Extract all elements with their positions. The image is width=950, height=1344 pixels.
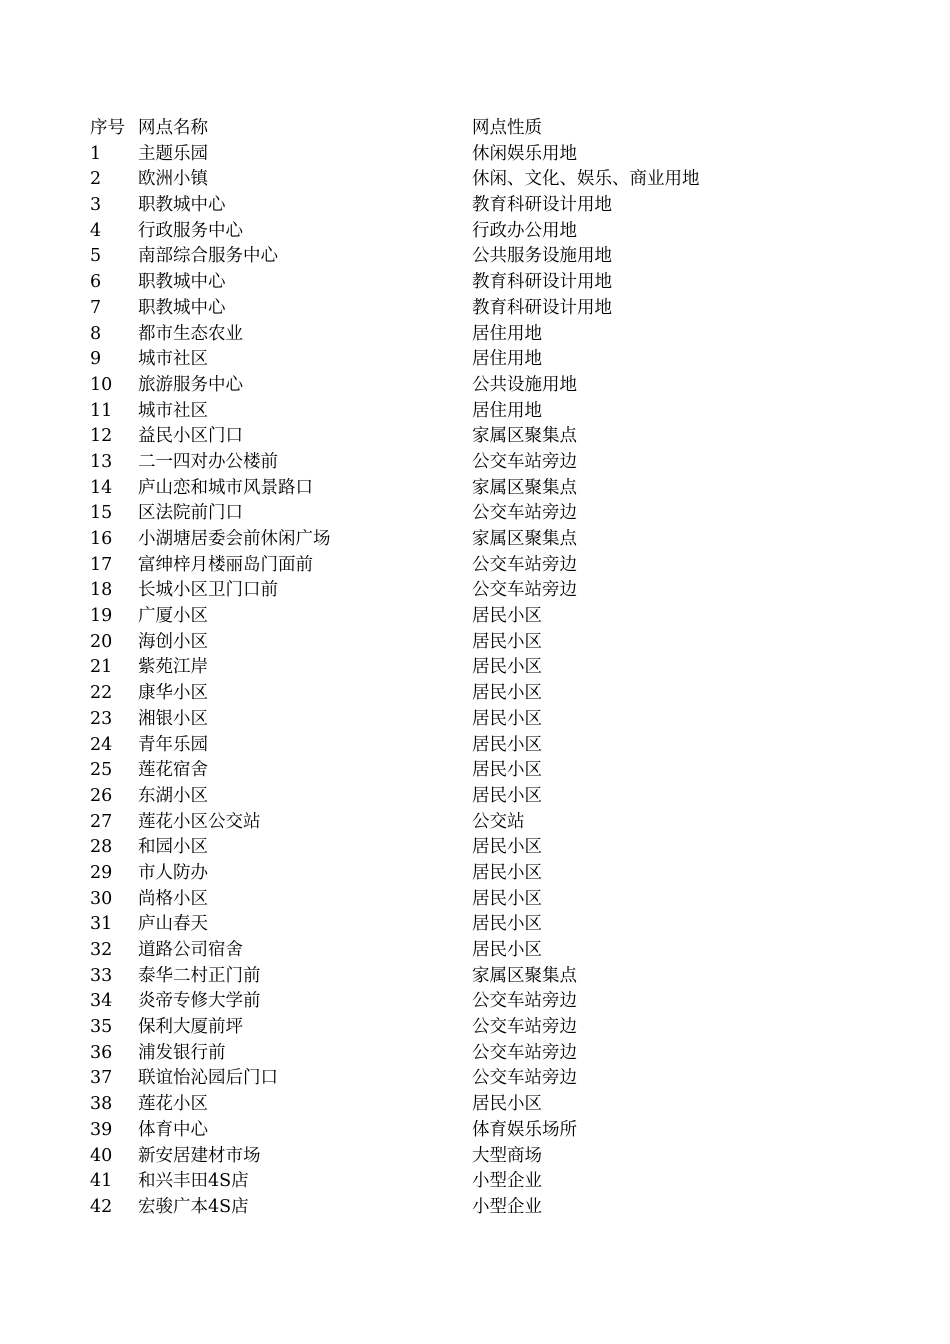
table-row <box>90 1066 870 1092</box>
cell-type: 公交车站旁边 <box>472 1068 577 1089</box>
cell-type: 公共设施用地 <box>472 374 577 395</box>
table-row <box>90 758 870 784</box>
cell-name: 城市社区 <box>138 400 208 421</box>
cell-name: 尚格小区 <box>138 888 208 909</box>
table-row <box>90 989 870 1015</box>
table-row <box>90 861 870 887</box>
cell-no: 31 <box>90 914 113 935</box>
cell-name: 和兴丰田4S店 <box>138 1171 249 1192</box>
cell-name: 庐山春天 <box>138 914 208 935</box>
cell-name: 莲花小区公交站 <box>138 811 261 832</box>
cell-name: 道路公司宿舍 <box>138 940 243 960</box>
cell-type: 公共服务设施用地 <box>472 246 612 267</box>
cell-no: 26 <box>90 785 113 806</box>
table-row <box>90 655 870 681</box>
cell-type: 居民小区 <box>472 683 542 704</box>
header-no: 序号 <box>90 118 125 138</box>
cell-no: 27 <box>90 811 113 832</box>
cell-name: 联谊怡沁园后门口 <box>138 1068 278 1089</box>
cell-type: 教育科研设计用地 <box>472 195 612 216</box>
cell-name: 东湖小区 <box>138 785 208 806</box>
cell-name: 益民小区门口 <box>138 426 243 447</box>
cell-no: 38 <box>90 1094 113 1115</box>
cell-no: 14 <box>90 477 113 498</box>
table-row <box>90 553 870 579</box>
cell-no: 9 <box>90 349 102 370</box>
cell-type: 休闲、文化、娱乐、商业用地 <box>472 169 700 190</box>
table-row <box>90 1195 870 1221</box>
cell-no: 39 <box>90 1119 113 1140</box>
table-row <box>90 604 870 630</box>
cell-name: 莲花宿舍 <box>138 760 208 781</box>
table-row <box>90 142 870 168</box>
table-row <box>90 887 870 913</box>
cell-name: 湘银小区 <box>138 708 208 729</box>
cell-name: 青年乐园 <box>138 734 208 755</box>
header-type: 网点性质 <box>472 118 542 138</box>
cell-no: 34 <box>90 991 113 1012</box>
cell-type: 家属区聚集点 <box>472 529 577 549</box>
cell-type: 休闲娱乐用地 <box>472 143 577 164</box>
cell-no: 11 <box>90 400 113 421</box>
table-row <box>90 476 870 502</box>
table-row <box>90 527 870 553</box>
cell-name: 小湖塘居委会前休闲广场 <box>138 529 331 549</box>
cell-no: 6 <box>90 272 102 293</box>
table-row <box>90 450 870 476</box>
cell-type: 居民小区 <box>472 760 542 781</box>
cell-type: 公交车站旁边 <box>472 580 577 601</box>
cell-no: 19 <box>90 606 113 627</box>
table-body <box>90 142 870 1221</box>
cell-no: 41 <box>90 1171 113 1192</box>
cell-name: 区法院前门口 <box>138 503 243 524</box>
cell-type: 居民小区 <box>472 785 542 806</box>
table-row <box>90 912 870 938</box>
cell-type: 居民小区 <box>472 862 542 883</box>
table-row <box>90 424 870 450</box>
cell-name: 和园小区 <box>138 837 208 858</box>
table-row <box>90 322 870 348</box>
cell-type: 公交车站旁边 <box>472 451 577 472</box>
cell-no: 20 <box>90 631 113 652</box>
cell-type: 公交车站旁边 <box>472 1017 577 1038</box>
cell-no: 25 <box>90 760 113 781</box>
cell-name: 庐山恋和城市风景路口 <box>138 477 313 498</box>
cell-type: 教育科研设计用地 <box>472 297 612 318</box>
cell-type: 公交站 <box>472 811 525 832</box>
table-row <box>90 784 870 810</box>
cell-type: 公交车站旁边 <box>472 554 577 575</box>
cell-name: 行政服务中心 <box>138 220 243 241</box>
cell-no: 15 <box>90 503 113 524</box>
cell-name: 市人防办 <box>138 862 208 883</box>
cell-no: 21 <box>90 657 113 678</box>
table-row <box>90 733 870 759</box>
cell-name: 炎帝专修大学前 <box>138 991 261 1012</box>
cell-type: 居民小区 <box>472 1094 542 1115</box>
cell-name: 新安居建材市场 <box>138 1145 261 1166</box>
cell-type: 教育科研设计用地 <box>472 272 612 293</box>
table-row <box>90 938 870 964</box>
cell-no: 5 <box>90 246 102 267</box>
cell-no: 37 <box>90 1068 113 1089</box>
cell-no: 22 <box>90 683 113 704</box>
cell-type: 居住用地 <box>472 400 542 421</box>
table-row <box>90 1118 870 1144</box>
cell-name: 城市社区 <box>138 349 208 370</box>
cell-no: 28 <box>90 837 113 858</box>
cell-name: 职教城中心 <box>138 297 226 318</box>
table-row <box>90 167 870 193</box>
table-row <box>90 835 870 861</box>
cell-name: 富绅梓月楼丽岛门面前 <box>138 554 313 575</box>
table-row <box>90 1144 870 1170</box>
cell-type: 居民小区 <box>472 837 542 858</box>
table-row <box>90 578 870 604</box>
cell-type: 居民小区 <box>472 888 542 909</box>
cell-no: 40 <box>90 1145 113 1166</box>
cell-no: 17 <box>90 554 113 575</box>
cell-type: 居民小区 <box>472 734 542 755</box>
cell-type: 小型企业 <box>472 1171 542 1192</box>
cell-no: 24 <box>90 734 113 755</box>
cell-no: 3 <box>90 195 102 216</box>
cell-name: 海创小区 <box>138 631 208 652</box>
cell-no: 42 <box>90 1196 113 1217</box>
table-row <box>90 681 870 707</box>
cell-type: 居民小区 <box>472 657 542 678</box>
cell-type: 公交车站旁边 <box>472 1042 577 1063</box>
cell-no: 16 <box>90 529 113 549</box>
table-row <box>90 707 870 733</box>
cell-name: 都市生态农业 <box>138 323 243 344</box>
table-row <box>90 399 870 425</box>
cell-type: 居民小区 <box>472 708 542 729</box>
header-name: 网点名称 <box>138 118 208 138</box>
cell-type: 公交车站旁边 <box>472 991 577 1012</box>
cell-name: 旅游服务中心 <box>138 374 243 395</box>
cell-type: 居民小区 <box>472 914 542 935</box>
cell-no: 32 <box>90 940 113 960</box>
table-row <box>90 964 870 990</box>
cell-no: 18 <box>90 580 113 601</box>
cell-type: 居民小区 <box>472 631 542 652</box>
cell-type: 体育娱乐场所 <box>472 1119 577 1140</box>
table-row <box>90 630 870 656</box>
cell-type: 公交车站旁边 <box>472 503 577 524</box>
cell-name: 欧洲小镇 <box>138 169 208 190</box>
cell-type: 家属区聚集点 <box>472 426 577 447</box>
cell-type: 居民小区 <box>472 606 542 627</box>
cell-name: 南部综合服务中心 <box>138 246 278 267</box>
table-row <box>90 347 870 373</box>
table-row <box>90 1092 870 1118</box>
table-row <box>90 244 870 270</box>
table-row <box>90 1015 870 1041</box>
table-header-row <box>90 116 870 142</box>
cell-no: 7 <box>90 297 102 318</box>
cell-name: 浦发银行前 <box>138 1042 226 1063</box>
cell-no: 12 <box>90 426 113 447</box>
cell-no: 29 <box>90 862 113 883</box>
cell-no: 33 <box>90 965 113 986</box>
table-row <box>90 219 870 245</box>
cell-no: 30 <box>90 888 113 909</box>
cell-name: 康华小区 <box>138 683 208 704</box>
cell-type: 居住用地 <box>472 349 542 370</box>
cell-type: 大型商场 <box>472 1145 542 1166</box>
cell-name: 职教城中心 <box>138 272 226 293</box>
cell-no: 13 <box>90 451 113 472</box>
cell-name: 体育中心 <box>138 1119 208 1140</box>
table-row <box>90 1169 870 1195</box>
table-row <box>90 296 870 322</box>
cell-name: 长城小区卫门口前 <box>138 580 278 601</box>
cell-name: 二一四对办公楼前 <box>138 451 278 472</box>
cell-type: 家属区聚集点 <box>472 477 577 498</box>
table-row <box>90 193 870 219</box>
cell-no: 23 <box>90 708 113 729</box>
cell-no: 2 <box>90 169 102 190</box>
cell-name: 紫苑江岸 <box>138 657 208 678</box>
cell-name: 职教城中心 <box>138 195 226 216</box>
cell-name: 广厦小区 <box>138 606 208 627</box>
cell-name: 莲花小区 <box>138 1094 208 1115</box>
outlet-table <box>90 116 870 1221</box>
table-row <box>90 810 870 836</box>
table-row <box>90 501 870 527</box>
cell-no: 8 <box>90 323 102 344</box>
table-row <box>90 270 870 296</box>
cell-no: 1 <box>90 143 102 164</box>
table-row <box>90 373 870 399</box>
cell-name: 泰华二村正门前 <box>138 965 261 986</box>
table-row <box>90 1041 870 1067</box>
cell-no: 35 <box>90 1017 113 1038</box>
cell-type: 居民小区 <box>472 940 542 960</box>
cell-type: 小型企业 <box>472 1196 542 1217</box>
cell-no: 10 <box>90 374 113 395</box>
cell-type: 居住用地 <box>472 323 542 344</box>
cell-name: 保利大厦前坪 <box>138 1017 243 1038</box>
cell-type: 行政办公用地 <box>472 220 577 241</box>
cell-type: 家属区聚集点 <box>472 965 577 986</box>
cell-name: 主题乐园 <box>138 143 208 164</box>
cell-no: 4 <box>90 220 102 241</box>
cell-name: 宏骏广本4S店 <box>138 1196 249 1217</box>
cell-no: 36 <box>90 1042 113 1063</box>
